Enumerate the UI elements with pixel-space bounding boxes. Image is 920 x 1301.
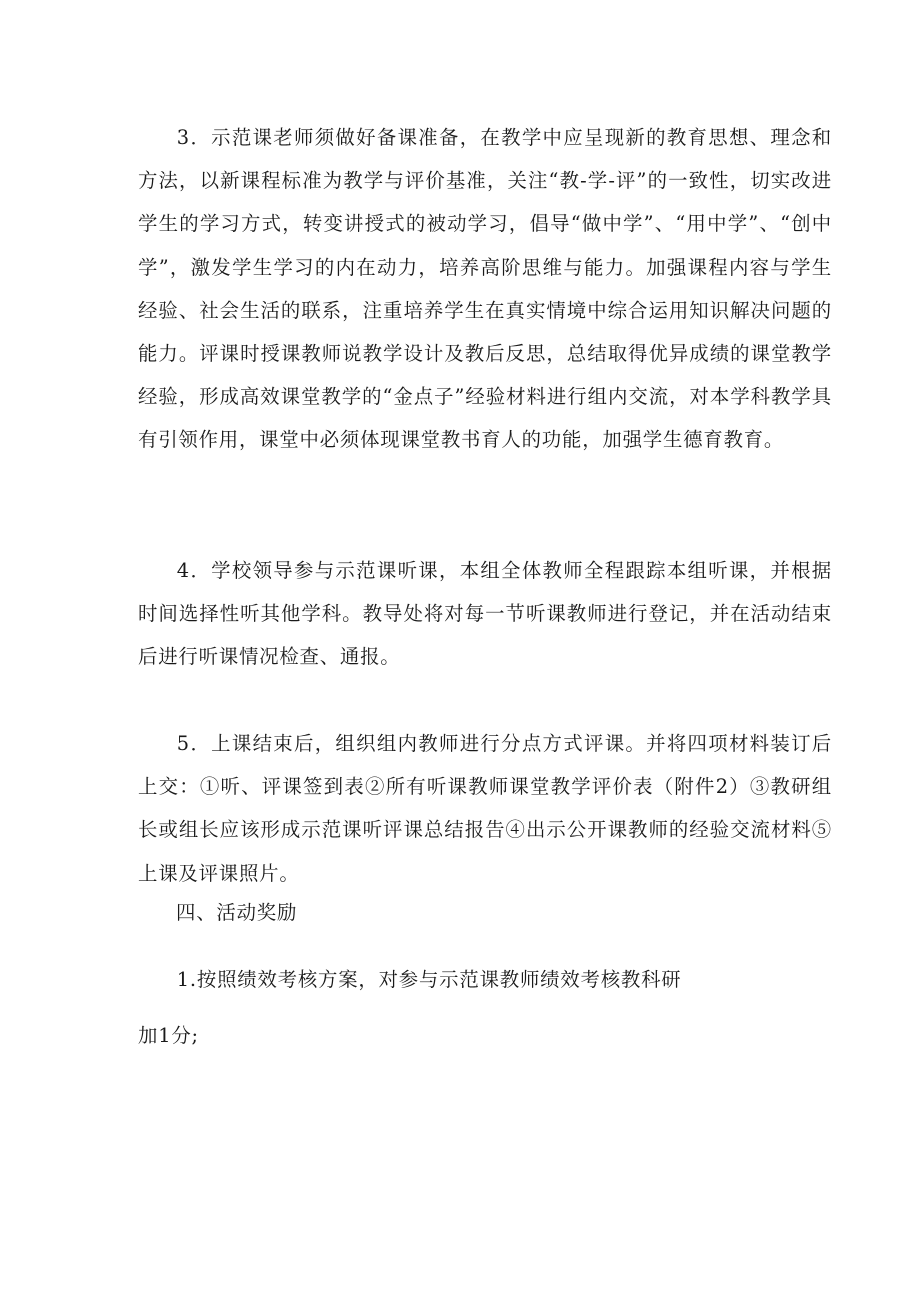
paragraph-item-5: 5．上课结束后，组织组内教师进行分点方式评课。并将四项材料装订后上交：①听、评课签到表②所有听课教师课堂教学评价表（附件2）③教研组长或组长应该形成示范课听评课总结报告④出示公开课教师的经验交流材料⑤上课及评课照片。 bbox=[138, 732, 832, 885]
section-heading-rewards: 四、活动奖励 bbox=[176, 901, 298, 924]
paragraph-item-4: 4．学校领导参与示范课听课，本组全体教师全程跟踪本组听课，并根据时间选择性听其他学科。教导处将对每一节听课教师进行登记，并在活动结束后进行听课情况检查、通报。 bbox=[138, 559, 832, 669]
paragraph-item-3: 3．示范课老师须做好备课准备，在教学中应呈现新的教育思想、理念和方法，以新课程标准为教学与评价基准，关注“教-学-评”的一致性，切实改进学生的学习方式，转变讲授式的被动学习，倡导“做中学”、“用中学”、“创中学”，激发学生学习的内在动力，培养高阶思维与能力。加强课程内容与学生经验、社会生活的联系，注重培养学生在真实情境中综合运用知识解决问题的能力。评课时授课教师说教学设计及教后反思，总结取得优异成绩的课堂教学经验，形成高效课堂教学的“金点子”经验材料进行组内交流，对本学科教学具有引领作用，课堂中必须体现课堂教书育人的功能，加强学生德育教育。 bbox=[138, 126, 832, 452]
reward-item-1-line-1: 1.按照绩效考核方案，对参与示范课教师绩效考核教科研 bbox=[176, 968, 682, 991]
reward-item-1-line-2: 加1分; bbox=[138, 1024, 199, 1047]
